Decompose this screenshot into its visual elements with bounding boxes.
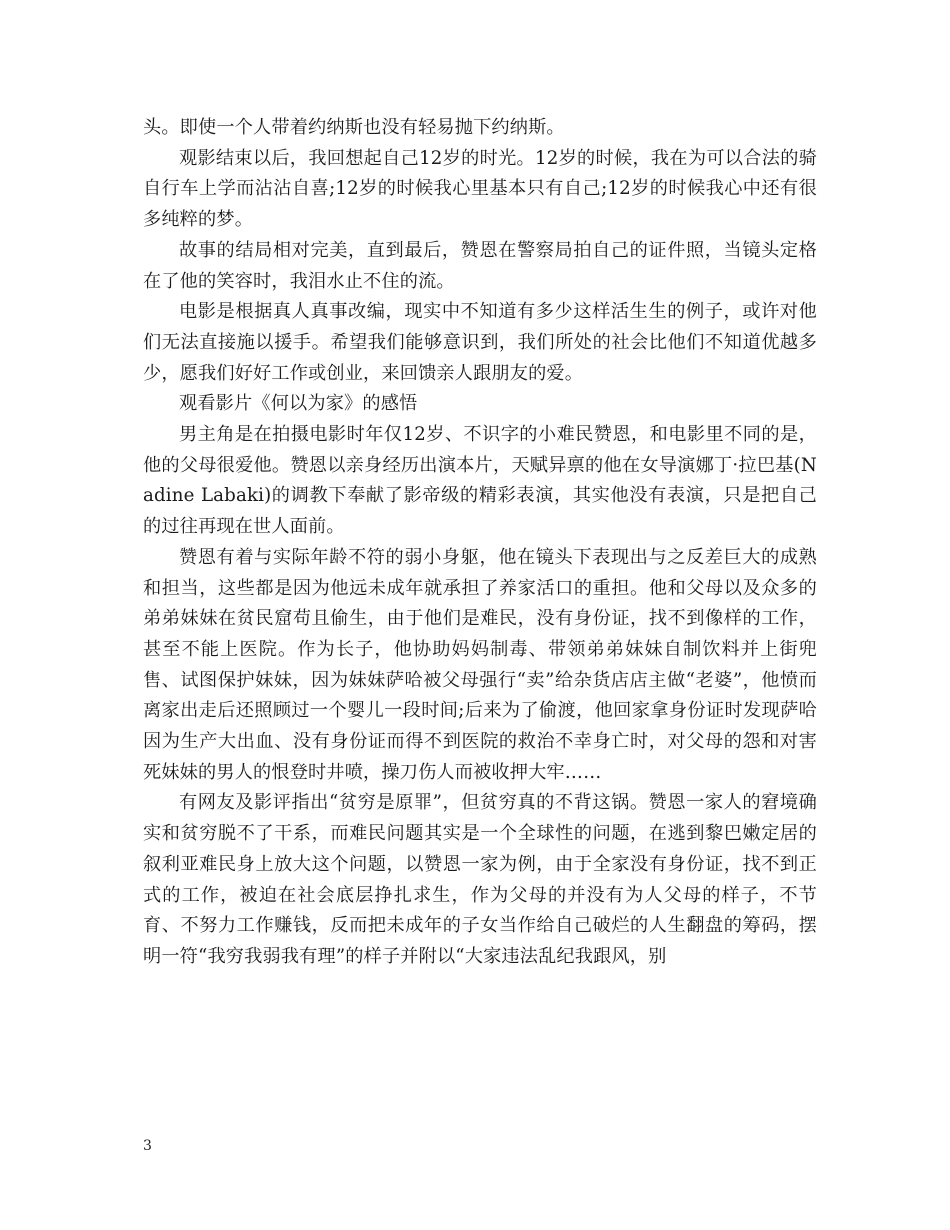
paragraph-7: 有网友及影评指出“贫穷是原罪”，但贫穷真的不背这锅。赞恩一家人的窘境确实和贫穷脱不了干系，而难民问题其实是一个全球性的问题，在逃到黎巴嫩定居的叙利亚难民身上放大这个问题，以赞恩一家为例，由于全家没有身份证，找不到正式的工作，被迫在社会底层挣扎求生，作为父母的并没有为人父母的样子，不节育、不努力工作赚钱，反而把未成年的子女当作给自己破烂的人生翻盘的筹码，摆明一符“我穷我弱我有理”的样子并附以“大家违法乱纪我跟风，别: [143, 792, 817, 967]
page-number: 3: [143, 1138, 152, 1154]
paragraph-4: 电影是根据真人真事改编，现实中不知道有多少这样活生生的例子，或许对他们无法直接施以援手。希望我们能够意识到，我们所处的社会比他们不知道优越多少，愿我们好好工作或创业，来回馈亲人跟朋友的爱。: [143, 301, 817, 384]
paragraph-1: 头。即使一个人带着约纳斯也没有轻易抛下约纳斯。: [143, 117, 565, 138]
section-title: 观看影片《何以为家》的感悟: [179, 393, 418, 415]
paragraph-6: 赞恩有着与实际年龄不符的弱小身躯，他在镜头下表现出与之反差巨大的成熟和担当，这些都是因为他远未成年就承担了养家活口的重担。他和父母以及众多的弟弟妹妹在贫民窟苟且偷生，由于他们是难民，没有身份证，找不到像样的工作，甚至不能上医院。作为长子，他协助妈妈制毒、带领弟弟妹妹自制饮料并上街兜售、试图保护妹妹，因为妹妹萨哈被父母强行“卖”给杂货店店主做“老婆”，他愤而离家出走后还照顾过一个婴儿一段时间;后来为了偷渡，他回家拿身份证时发现萨哈因为生产大出血、没有身份证而得不到医院的救治不幸身亡时，对父母的怨和对害死妹妹的男人的恨登时井喷，操刀伤人而被收押大牢……: [143, 546, 817, 783]
article-body: [143, 113, 817, 973]
paragraph-5: 男主角是在拍摄电影时年仅12岁、不识字的小难民赞恩，和电影里不同的是，他的父母很爱他。赞恩以亲身经历出演本片，天赋异禀的他在女导演娜丁·拉巴基(Nadine Labaki)的调教下奉献了影帝级的精彩表演，其实他没有表演，只是把自己的过往再现在世人面前。: [143, 424, 817, 538]
paragraph-2: 观影结束以后，我回想起自己12岁的时光。12岁的时候，我在为可以合法的骑自行车上学而沾沾自喜;12岁的时候我心里基本只有自己;12岁的时候我心中还有很多纯粹的梦。: [143, 147, 817, 231]
paragraph-3: 故事的结局相对完美，直到最后，赞恩在警察局拍自己的证件照，当镜头定格在了他的笑容时，我泪水止不住的流。: [143, 239, 817, 292]
